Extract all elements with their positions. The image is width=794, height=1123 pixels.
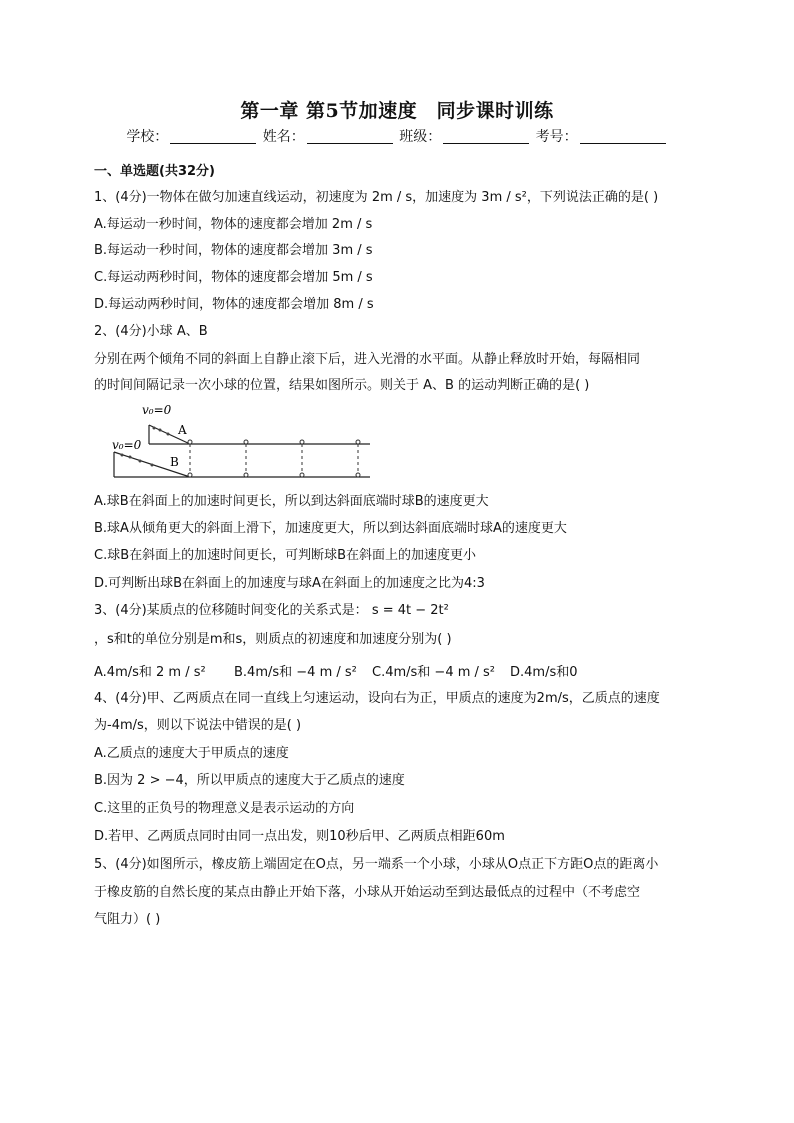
q5-stem-line2: 于橡皮筋的自然长度的某点由静止开始下落，小球从开始运动至到达最低点的过程中（不考虑空	[94, 885, 641, 900]
school-blank[interactable]	[170, 129, 256, 144]
q4-option-a[interactable]: A.乙质点的速度大于甲质点的速度	[94, 746, 289, 761]
q1-option-b[interactable]: B.每运动一秒时间，物体的速度都会增加 3m / s	[94, 243, 373, 258]
q3-options-row	[94, 661, 578, 680]
q4-stem-line2: 为-4m/s，则以下说法中错误的是( )	[94, 718, 302, 733]
q3-option-d[interactable]: D.4m/s和0	[510, 665, 578, 680]
page-title: 第一章 第5节加速度 同步课时训练	[240, 100, 554, 122]
q4-stem: 4、(4分)甲、乙两质点在同一直线上匀速运动，设向右为正，甲质点的速度为2m/s，乙质点的速度	[94, 691, 660, 706]
q1-option-c[interactable]: C.每运动两秒时间，物体的速度都会增加 5m / s	[94, 270, 373, 285]
school-label: 学校：	[126, 129, 169, 145]
q5-stem-line3: 气阻力）( )	[94, 912, 161, 927]
q2-stem-line2: 分别在两个倾角不同的斜面上自静止滚下后，进入光滑的水平面。从静止释放时开始，每隔相同	[94, 352, 641, 367]
q2-option-d[interactable]: D.可判断出球B在斜面上的加速度与球A在斜面上的加速度之比为4:3	[94, 576, 485, 591]
q2-option-a[interactable]: A.球B在斜面上的加速时间更长，所以到达斜面底端时球B的速度更大	[94, 494, 489, 509]
id-label: 考号：	[535, 129, 578, 145]
name-label: 姓名：	[262, 129, 305, 145]
id-blank[interactable]	[580, 129, 666, 144]
fig-label-a: A	[178, 423, 187, 437]
q2-option-c[interactable]: C.球B在斜面上的加速时间更长，可判断球B在斜面上的加速度更小	[94, 548, 477, 563]
q3-option-c[interactable]: C.4m/s和 −4 m / s²	[372, 665, 496, 680]
name-blank[interactable]	[307, 129, 393, 144]
section-heading: 一、单选题(共32分)	[94, 164, 215, 179]
q1-option-a[interactable]: A.每运动一秒时间，物体的速度都会增加 2m / s	[94, 217, 373, 232]
q4-option-c[interactable]: C.这里的正负号的物理意义是表示运动的方向	[94, 801, 355, 816]
student-info-row	[0, 126, 794, 146]
q4-option-d[interactable]: D.若甲、乙两质点同时由同一点出发，则10秒后甲、乙两质点相距60m	[94, 829, 505, 844]
q2-incline-figure	[94, 400, 384, 482]
fig-v0-bottom-label: v₀=0	[112, 438, 142, 452]
fig-position-markers	[190, 444, 358, 477]
fig-label-b: B	[170, 455, 179, 469]
fig-v0-top-label: v₀=0	[142, 403, 172, 417]
class-label: 班级：	[399, 129, 442, 145]
q3-stem-line2: ，s和t的单位分别是m和s，则质点的初速度和加速度分别为( )	[94, 632, 452, 647]
q3-stem: 3、(4分)某质点的位移随时间变化的关系式是： s = 4t − 2t²	[94, 603, 449, 618]
q2-stem-line3: 的时间间隔记录一次小球的位置，结果如图所示。则关于 A、B 的运动判断正确的是( )	[94, 378, 590, 393]
q1-stem: 1、(4分)一物体在做匀加速直线运动，初速度为 2m / s，加速度为 3m / s²，下列说法正确的是( )	[94, 190, 659, 205]
q5-stem: 5、(4分)如图所示，橡皮筋上端固定在O点，另一端系一个小球，小球从O点正下方距O点的距离小	[94, 857, 659, 872]
q3-option-b[interactable]: B.4m/s和 −4 m / s²	[234, 665, 357, 680]
q3-option-a[interactable]: A.4m/s和 2 m / s²	[94, 665, 206, 680]
q2-stem: 2、(4分)小球 A、B	[94, 324, 208, 339]
q4-option-b[interactable]: B.因为 2 > −4，所以甲质点的速度大于乙质点的速度	[94, 773, 405, 788]
q1-option-d[interactable]: D.每运动两秒时间，物体的速度都会增加 8m / s	[94, 297, 374, 312]
q2-option-b[interactable]: B.球A从倾角更大的斜面上滑下，加速度更大，所以到达斜面底端时球A的速度更大	[94, 521, 567, 536]
class-blank[interactable]	[443, 129, 529, 144]
